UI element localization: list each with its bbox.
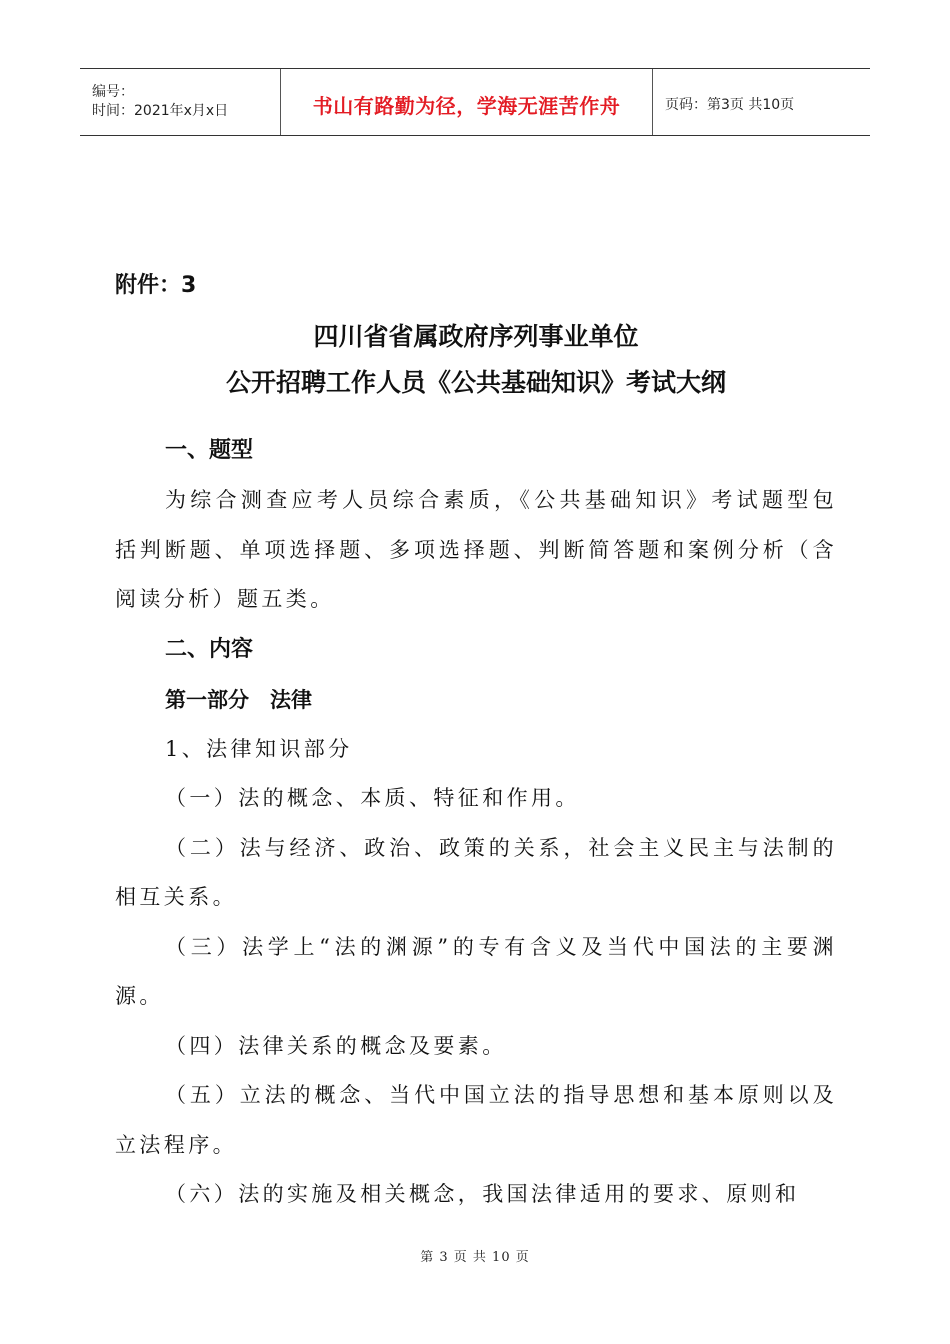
section2-heading: 二、内容 (165, 636, 254, 662)
list-item: （二）法与经济、政治、政策的关系，社会主义民主与法制的相互关系。 (115, 835, 837, 909)
attachment-label: 附件：3 (115, 273, 197, 298)
list-item: （五）立法的概念、当代中国立法的指导思想和基本原则以及立法程序。 (115, 1083, 837, 1157)
document-title-line2: 公开招聘工作人员《公共基础知识》考试大纲 (225, 368, 726, 397)
page-footer: 第 3 页 共 10 页 (420, 1250, 530, 1265)
header-page-label: 页码：第3页 共10页 (665, 97, 795, 113)
list-item: （三）法学上“法的渊源”的专有含义及当代中国法的主要渊源。 (115, 934, 837, 1008)
header-meta (80, 69, 281, 135)
part1-heading: 第一部分 法律 (165, 687, 312, 712)
list-item: （一）法的概念、本质、特征和作用。 (165, 786, 580, 810)
document-body (115, 268, 837, 1220)
list-item: （六）法的实施及相关概念，我国法律适用的要求、原则和 (165, 1182, 800, 1206)
header-time-label: 时间：2021年x月x日 (92, 103, 229, 119)
header-motto: 书山有路勤为径，学海无涯苦作舟 (281, 69, 653, 135)
list-item: （四）法律关系的概念及要素。 (165, 1033, 507, 1058)
item-law-knowledge: 1、法律知识部分 (165, 736, 353, 761)
section1-paragraph: 为综合测查应考人员综合素质，《公共基础知识》考试题型包括判断题、单项选择题、多项选择题、判断简答题和案例分析（含阅读分析）题五类。 (115, 488, 837, 611)
header-number-label: 编号： (92, 84, 134, 100)
document-title-line1: 四川省省属政府序列事业单位 (313, 322, 639, 351)
page-header (80, 68, 870, 136)
section1-heading: 一、题型 (165, 438, 254, 463)
